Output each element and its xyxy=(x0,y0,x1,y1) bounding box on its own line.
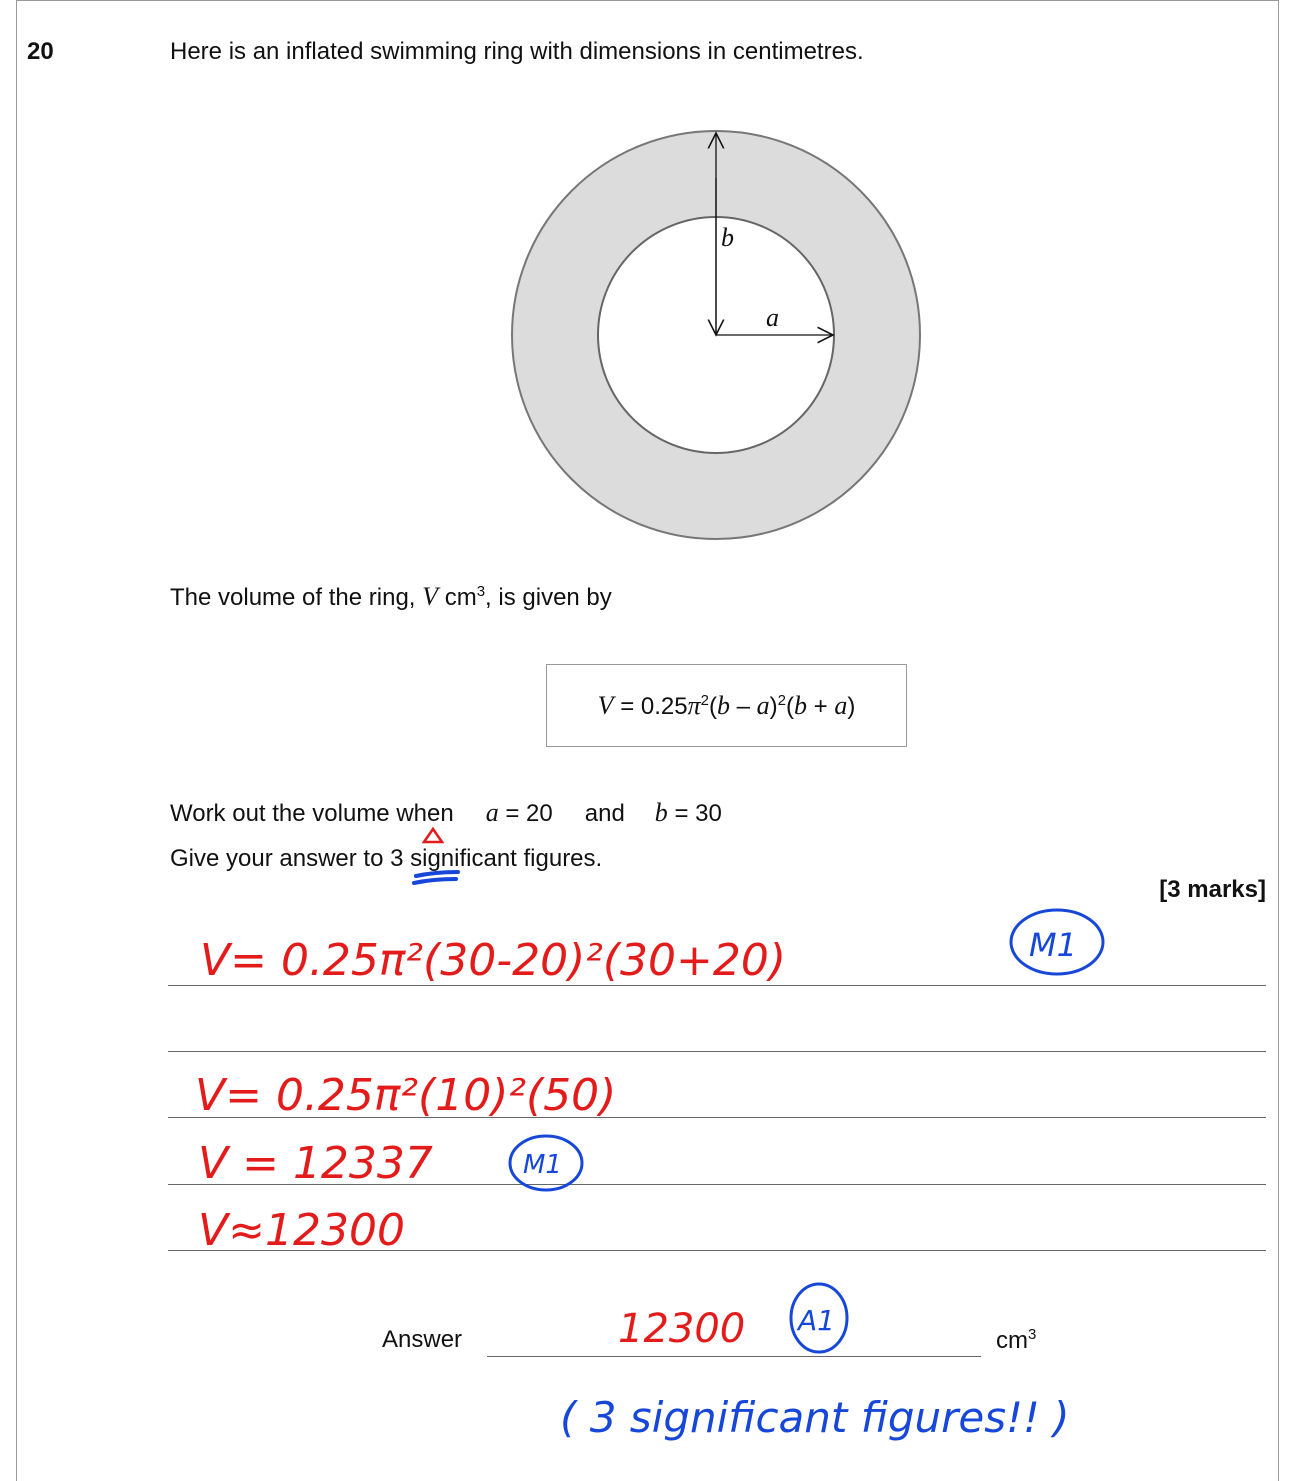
working-line-2: V= 0.25π²(10)²(50) xyxy=(195,1070,617,1121)
answer-unit: $cm^3$ xyxy=(996,1326,1037,1354)
label-a: a xyxy=(766,303,779,332)
accuracy-mark: A1 xyxy=(798,1304,835,1337)
working-line-4: V≈12300 xyxy=(198,1205,405,1256)
blue-underline-mark xyxy=(414,872,458,883)
question-intro: Here is an inflated swimming ring with dimensions in centimetres. xyxy=(170,38,864,65)
working-line-3: V = 12337 xyxy=(198,1138,433,1189)
work-out-instruction: Work out the volume when a = 20 and b = 30 xyxy=(170,798,722,827)
volume-statement: The volume of the ring, V $cm^3$, is given by xyxy=(170,582,612,611)
red-triangle-mark xyxy=(424,829,442,842)
label-b: b xyxy=(721,223,734,252)
working-line-1: V= 0.25π²(30-20)²(30+20) xyxy=(200,935,787,986)
final-answer: 12300 xyxy=(618,1306,746,1352)
formula-box: $V = 0.25\pi^2(b - a)^2(b + a)$ xyxy=(546,664,907,747)
method-mark-2: M1 xyxy=(523,1150,562,1180)
significant-figures-instruction: Give your answer to 3 significant figures. xyxy=(170,845,603,872)
sig-fig-note: ( 3 significant figures!! ) xyxy=(560,1393,1070,1442)
method-mark-1: M1 xyxy=(1029,926,1077,964)
marks-label: [3 marks] xyxy=(1159,876,1266,903)
answer-label: Answer xyxy=(382,1326,463,1353)
question-number: 20 xyxy=(27,38,54,65)
